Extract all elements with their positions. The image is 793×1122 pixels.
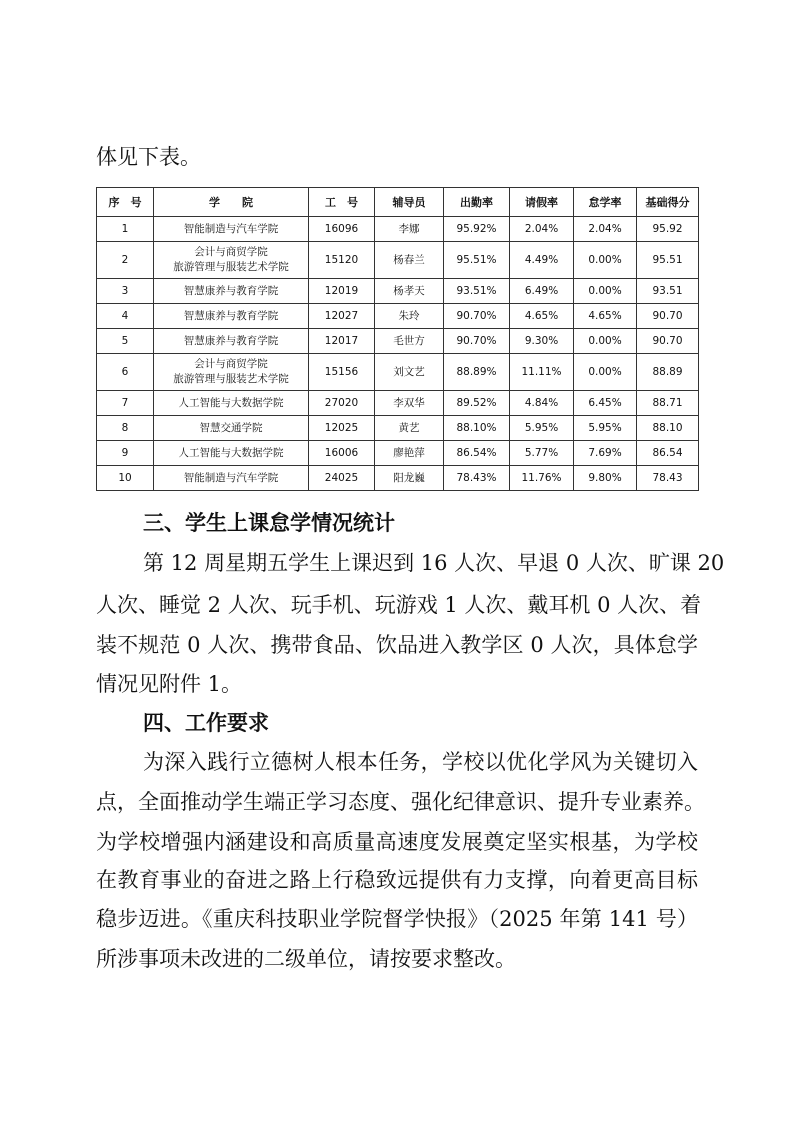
cell-counselor: 刘文艺: [375, 354, 444, 391]
table-row: [97, 242, 699, 279]
cell-score: 95.51: [637, 242, 699, 279]
cell-leave: 5.77%: [510, 441, 574, 466]
cell-score: 78.43: [637, 466, 699, 491]
cell-id: 24025: [309, 466, 375, 491]
cell-attendance: 88.89%: [444, 354, 510, 391]
table-row: [97, 441, 699, 466]
cell-leave: 6.49%: [510, 279, 574, 304]
college-name: 智慧康养与教育学院: [183, 284, 279, 297]
cell-no: 10: [97, 466, 154, 491]
table-row: [97, 354, 699, 391]
cell-counselor: 朱玲: [375, 304, 444, 329]
section-3-heading: 三、学生上课怠学情况统计: [143, 510, 395, 535]
counselor-stats-table: [96, 187, 699, 491]
table-row: [97, 304, 699, 329]
cell-id: 16096: [309, 217, 375, 242]
cell-college: [154, 242, 309, 279]
cell-score: 93.51: [637, 279, 699, 304]
cell-counselor: 廖艳萍: [375, 441, 444, 466]
cell-attendance: 86.54%: [444, 441, 510, 466]
header-counselor: 辅导员: [375, 188, 444, 217]
section-4-line: 在教育事业的奋进之路上行稳致远提供有力支撑，向着更高目标: [96, 868, 698, 892]
college-name: 智慧康养与教育学院: [183, 334, 279, 347]
table-row: [97, 416, 699, 441]
cell-no: 6: [97, 354, 154, 391]
table-row: [97, 391, 699, 416]
cell-attendance: 95.51%: [444, 242, 510, 279]
cell-leave: 4.65%: [510, 304, 574, 329]
header-id: 工 号: [309, 188, 375, 217]
cell-college: [154, 441, 309, 466]
cell-counselor: 阳龙巍: [375, 466, 444, 491]
cell-truancy: 6.45%: [574, 391, 637, 416]
cell-truancy: 0.00%: [574, 242, 637, 279]
cell-leave: 11.11%: [510, 354, 574, 391]
cell-id: 27020: [309, 391, 375, 416]
cell-no: 4: [97, 304, 154, 329]
cell-attendance: 90.70%: [444, 304, 510, 329]
cell-college: [154, 304, 309, 329]
college-name: 智慧交通学院: [199, 421, 263, 434]
header-leave: 请假率: [510, 188, 574, 217]
section-4-line: 稳步迈进。《重庆科技职业学院督学快报》（2025 年第 141 号）: [96, 907, 698, 931]
table-row: [97, 279, 699, 304]
college-name: 会计与商贸学院: [194, 246, 268, 258]
section-3-line: 装不规范 0 人次、携带食品、饮品进入教学区 0 人次，具体怠学: [96, 633, 698, 657]
header-score: 基础得分: [637, 188, 699, 217]
cell-no: 1: [97, 217, 154, 242]
cell-leave: 9.30%: [510, 329, 574, 354]
cell-id: 16006: [309, 441, 375, 466]
cell-college: [154, 217, 309, 242]
cell-id: 12025: [309, 416, 375, 441]
cell-score: 88.89: [637, 354, 699, 391]
cell-truancy: 7.69%: [574, 441, 637, 466]
cell-leave: 4.84%: [510, 391, 574, 416]
header-truancy: 怠学率: [574, 188, 637, 217]
header-attendance: 出勤率: [444, 188, 510, 217]
cell-attendance: 89.52%: [444, 391, 510, 416]
cell-truancy: 2.04%: [574, 217, 637, 242]
cell-score: 88.71: [637, 391, 699, 416]
cell-id: 12017: [309, 329, 375, 354]
college-name: 旅游管理与服装艺术学院: [173, 373, 289, 385]
intro-text: 体见下表。: [96, 145, 201, 169]
college-name: 智慧康养与教育学院: [183, 309, 279, 322]
table-row: [97, 329, 699, 354]
cell-score: 90.70: [637, 329, 699, 354]
cell-college: [154, 279, 309, 304]
section-4-line: 为深入践行立德树人根本任务，学校以优化学风为关键切入: [143, 750, 698, 774]
section-3-line: 人次、睡觉 2 人次、玩手机、玩游戏 1 人次、戴耳机 0 人次、着: [96, 593, 702, 617]
section-4-line: 为学校增强内涵建设和高质量高速度发展奠定坚实根基，为学校: [96, 830, 698, 854]
cell-college: [154, 391, 309, 416]
cell-score: 86.54: [637, 441, 699, 466]
college-name: 旅游管理与服装艺术学院: [173, 261, 289, 273]
section-4-heading: 四、工作要求: [143, 710, 269, 735]
cell-counselor: 李双华: [375, 391, 444, 416]
section-4-line: 所涉事项未改进的二级单位，请按要求整改。: [96, 947, 516, 971]
cell-leave: 11.76%: [510, 466, 574, 491]
section-3-line: 第 12 周星期五学生上课迟到 16 人次、早退 0 人次、旷课 20: [143, 551, 725, 575]
cell-leave: 5.95%: [510, 416, 574, 441]
college-name: 会计与商贸学院: [194, 358, 268, 370]
cell-attendance: 93.51%: [444, 279, 510, 304]
cell-attendance: 90.70%: [444, 329, 510, 354]
cell-attendance: 78.43%: [444, 466, 510, 491]
cell-counselor: 黄艺: [375, 416, 444, 441]
cell-leave: 4.49%: [510, 242, 574, 279]
cell-counselor: 李娜: [375, 217, 444, 242]
cell-counselor: 毛世方: [375, 329, 444, 354]
cell-score: 95.92: [637, 217, 699, 242]
cell-college: [154, 466, 309, 491]
section-3-line: 情况见附件 1。: [96, 672, 243, 696]
cell-score: 88.10: [637, 416, 699, 441]
cell-college: [154, 416, 309, 441]
college-name: 人工智能与大数据学院: [178, 446, 284, 459]
cell-truancy: 0.00%: [574, 279, 637, 304]
cell-counselor: 杨孝天: [375, 279, 444, 304]
cell-leave: 2.04%: [510, 217, 574, 242]
cell-truancy: 0.00%: [574, 354, 637, 391]
college-name: 智能制造与汽车学院: [183, 471, 279, 484]
cell-no: 8: [97, 416, 154, 441]
cell-truancy: 9.80%: [574, 466, 637, 491]
cell-counselor: 杨春兰: [375, 242, 444, 279]
college-name: 智能制造与汽车学院: [183, 222, 279, 235]
cell-no: 7: [97, 391, 154, 416]
cell-truancy: 5.95%: [574, 416, 637, 441]
cell-no: 2: [97, 242, 154, 279]
cell-id: 12019: [309, 279, 375, 304]
cell-no: 3: [97, 279, 154, 304]
cell-id: 12027: [309, 304, 375, 329]
cell-id: 15156: [309, 354, 375, 391]
cell-truancy: 0.00%: [574, 329, 637, 354]
cell-attendance: 88.10%: [444, 416, 510, 441]
header-no: 序 号: [97, 188, 154, 217]
table-row: [97, 217, 699, 242]
cell-college: [154, 329, 309, 354]
college-name: 人工智能与大数据学院: [178, 396, 284, 409]
cell-score: 90.70: [637, 304, 699, 329]
cell-no: 5: [97, 329, 154, 354]
cell-id: 15120: [309, 242, 375, 279]
cell-no: 9: [97, 441, 154, 466]
cell-attendance: 95.92%: [444, 217, 510, 242]
section-4-line: 点，全面推动学生端正学习态度、强化纪律意识、提升专业素养。: [96, 790, 705, 814]
table-header-row: [97, 188, 699, 217]
cell-college: [154, 354, 309, 391]
header-college: 学 院: [154, 188, 309, 217]
table-row: [97, 466, 699, 491]
cell-truancy: 4.65%: [574, 304, 637, 329]
